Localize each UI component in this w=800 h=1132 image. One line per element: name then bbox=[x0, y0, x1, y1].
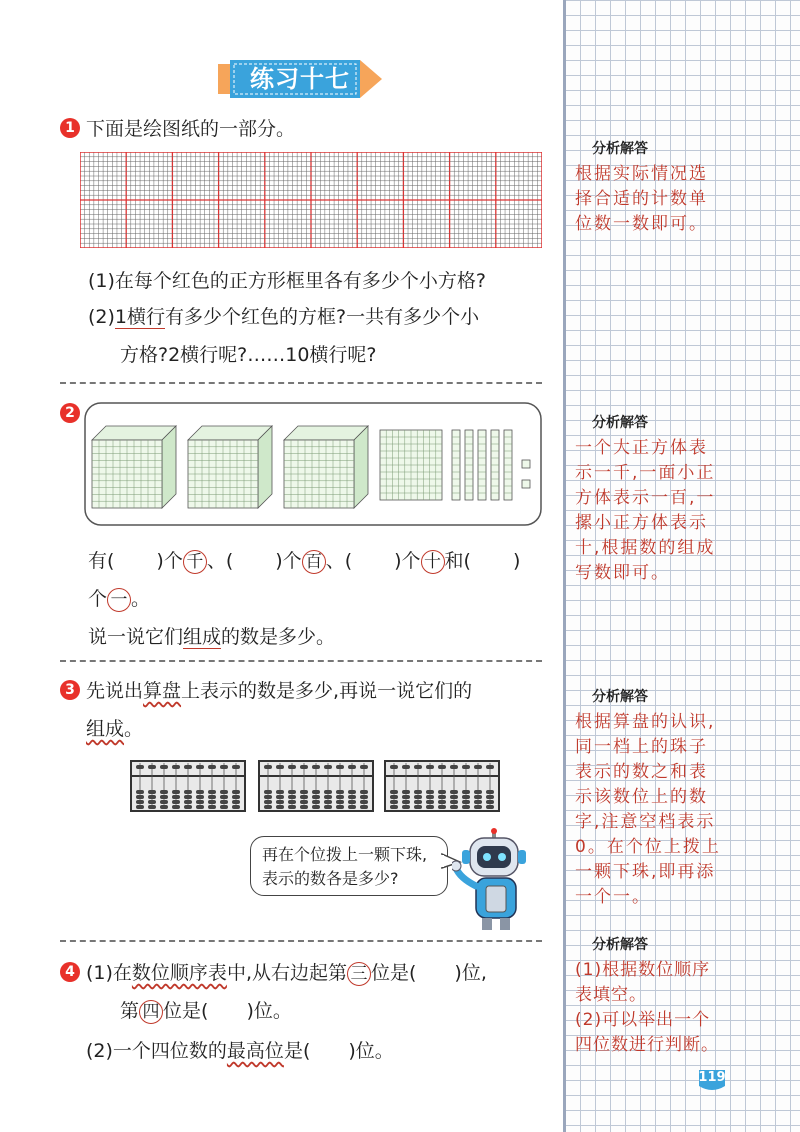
question-2-line3 bbox=[88, 622, 335, 649]
question-3-line2 bbox=[86, 714, 143, 741]
q3-line1-c: 上表示的数是多少,再说一说它们的 bbox=[181, 680, 473, 702]
analysis-label-3: 分析解答 bbox=[592, 689, 648, 705]
question-4-number: 4 bbox=[60, 962, 80, 982]
graph-paper-illustration bbox=[80, 152, 542, 248]
q2-text-d: )个 bbox=[394, 550, 421, 572]
analysis-answer-1: 根据实际情况选择合适的计数单位数一数即可。 bbox=[575, 164, 708, 234]
bubble-line-2: 表示的数各是多少? bbox=[262, 869, 399, 888]
q4-sub1-e: )位, bbox=[454, 962, 487, 984]
analysis-label-4: 分析解答 bbox=[592, 937, 648, 953]
abacus-3 bbox=[384, 760, 500, 812]
q3-line2-b: 。 bbox=[124, 718, 144, 740]
sub2-label: (2) bbox=[88, 306, 115, 328]
q4-sub2-a: (2)一个四位数的 bbox=[86, 1040, 227, 1062]
q2-line2-b: 。 bbox=[131, 588, 151, 610]
q4-circled-four: 四 bbox=[139, 1000, 163, 1024]
q4-sub1-d: 位是( bbox=[370, 962, 417, 984]
sub2-rest: 有多少个红色的方框?一共有多少个小 bbox=[165, 306, 480, 328]
q4-sub1b-a: 第 bbox=[120, 1000, 140, 1022]
q2-line3-c: 的数是多少。 bbox=[221, 626, 336, 648]
question-1-sub2-line2: 方格?2横行呢?……10横行呢? bbox=[120, 344, 377, 366]
question-4-sub1-line2 bbox=[120, 996, 292, 1024]
question-1-number: 1 bbox=[60, 118, 80, 138]
bubble-line-1: 再在个位拨上一颗下珠, bbox=[262, 845, 428, 864]
q4-sub1-c: 中,从右边起第 bbox=[226, 962, 347, 984]
section-divider-2 bbox=[60, 660, 542, 662]
sidebar-divider bbox=[563, 0, 566, 1132]
question-1-sub2 bbox=[88, 302, 479, 329]
page-number: 119 bbox=[698, 1070, 726, 1085]
q4-wavy-term: 数位顺序表 bbox=[131, 962, 227, 984]
q4-sub2-c: 是( bbox=[283, 1040, 311, 1062]
question-4-sub2 bbox=[86, 1036, 394, 1063]
q4-circled-three: 三 bbox=[347, 962, 371, 986]
unit-shi-circled: 十 bbox=[421, 550, 445, 574]
analysis-answer-4-1: (1)根据数位顺序表填空。 bbox=[575, 960, 711, 1005]
q4-wavy-term-2: 最高位 bbox=[226, 1040, 284, 1062]
question-3-number: 3 bbox=[60, 680, 80, 700]
unit-yi-circled: 一 bbox=[107, 588, 131, 612]
q2-line2-a: 个 bbox=[88, 588, 108, 610]
q2-text-c: )个 bbox=[275, 550, 302, 572]
q4-sub1b-b: 位是( bbox=[163, 1000, 209, 1022]
question-2-line2 bbox=[88, 584, 150, 612]
q4-sub2-d: )位。 bbox=[348, 1040, 394, 1062]
q2-sep2: 、( bbox=[325, 550, 353, 572]
unit-qian-circled: 千 bbox=[183, 550, 207, 574]
q2-text-a: 有( bbox=[88, 550, 115, 572]
question-1-sub1: (1)在每个红色的正方形框里各有多少个小方格? bbox=[88, 270, 486, 292]
robot-illustration bbox=[452, 828, 544, 932]
analysis-label-2: 分析解答 bbox=[592, 415, 648, 431]
section-divider-1 bbox=[60, 382, 542, 384]
q4-sub1-a: (1)在 bbox=[86, 962, 132, 984]
q2-text-f: ) bbox=[512, 550, 521, 572]
q2-underlined-term: 组成 bbox=[183, 626, 222, 648]
section-divider-3 bbox=[60, 940, 542, 942]
base-ten-blocks-illustration bbox=[84, 402, 542, 526]
q4-sub1b-c: )位。 bbox=[246, 1000, 292, 1022]
q3-line1-a: 先说出 bbox=[86, 680, 144, 702]
analysis-answer-4-2: (2)可以举出一个四位数进行判断。 bbox=[575, 1010, 719, 1055]
q3-wavy-term-2: 组成 bbox=[86, 718, 125, 740]
q2-line3-a: 说一说它们 bbox=[88, 626, 184, 648]
q2-text-e: 和( bbox=[444, 550, 471, 572]
q2-text-b: )个 bbox=[156, 550, 183, 572]
unit-bai-circled: 百 bbox=[302, 550, 326, 574]
question-1-stem: 下面是绘图纸的一部分。 bbox=[86, 118, 296, 140]
analysis-answer-2: 一个大正方体表示一千,一面小正方体表示一百,一摞小正方体表示十,根据数的组成写数即可。 bbox=[575, 438, 716, 583]
q3-wavy-term: 算盘 bbox=[143, 680, 182, 702]
abacus-1 bbox=[130, 760, 246, 812]
question-2-number: 2 bbox=[60, 403, 80, 423]
question-4-sub1 bbox=[86, 958, 487, 986]
question-3-line1 bbox=[86, 676, 472, 703]
q2-sep1: 、( bbox=[206, 550, 234, 572]
sub2-underlined-term: 1横行 bbox=[114, 306, 166, 328]
analysis-answer-3: 根据算盘的认识,同一档上的珠子表示的数之和表示该数位上的数字,注意空档表示0。在个位上拨上一颗下珠,即再添一个一。 bbox=[575, 712, 721, 907]
question-2-line1 bbox=[88, 546, 520, 574]
analysis-label-1: 分析解答 bbox=[592, 141, 648, 157]
page-title: 练习十七 bbox=[250, 65, 350, 93]
abacus-2 bbox=[258, 760, 374, 812]
